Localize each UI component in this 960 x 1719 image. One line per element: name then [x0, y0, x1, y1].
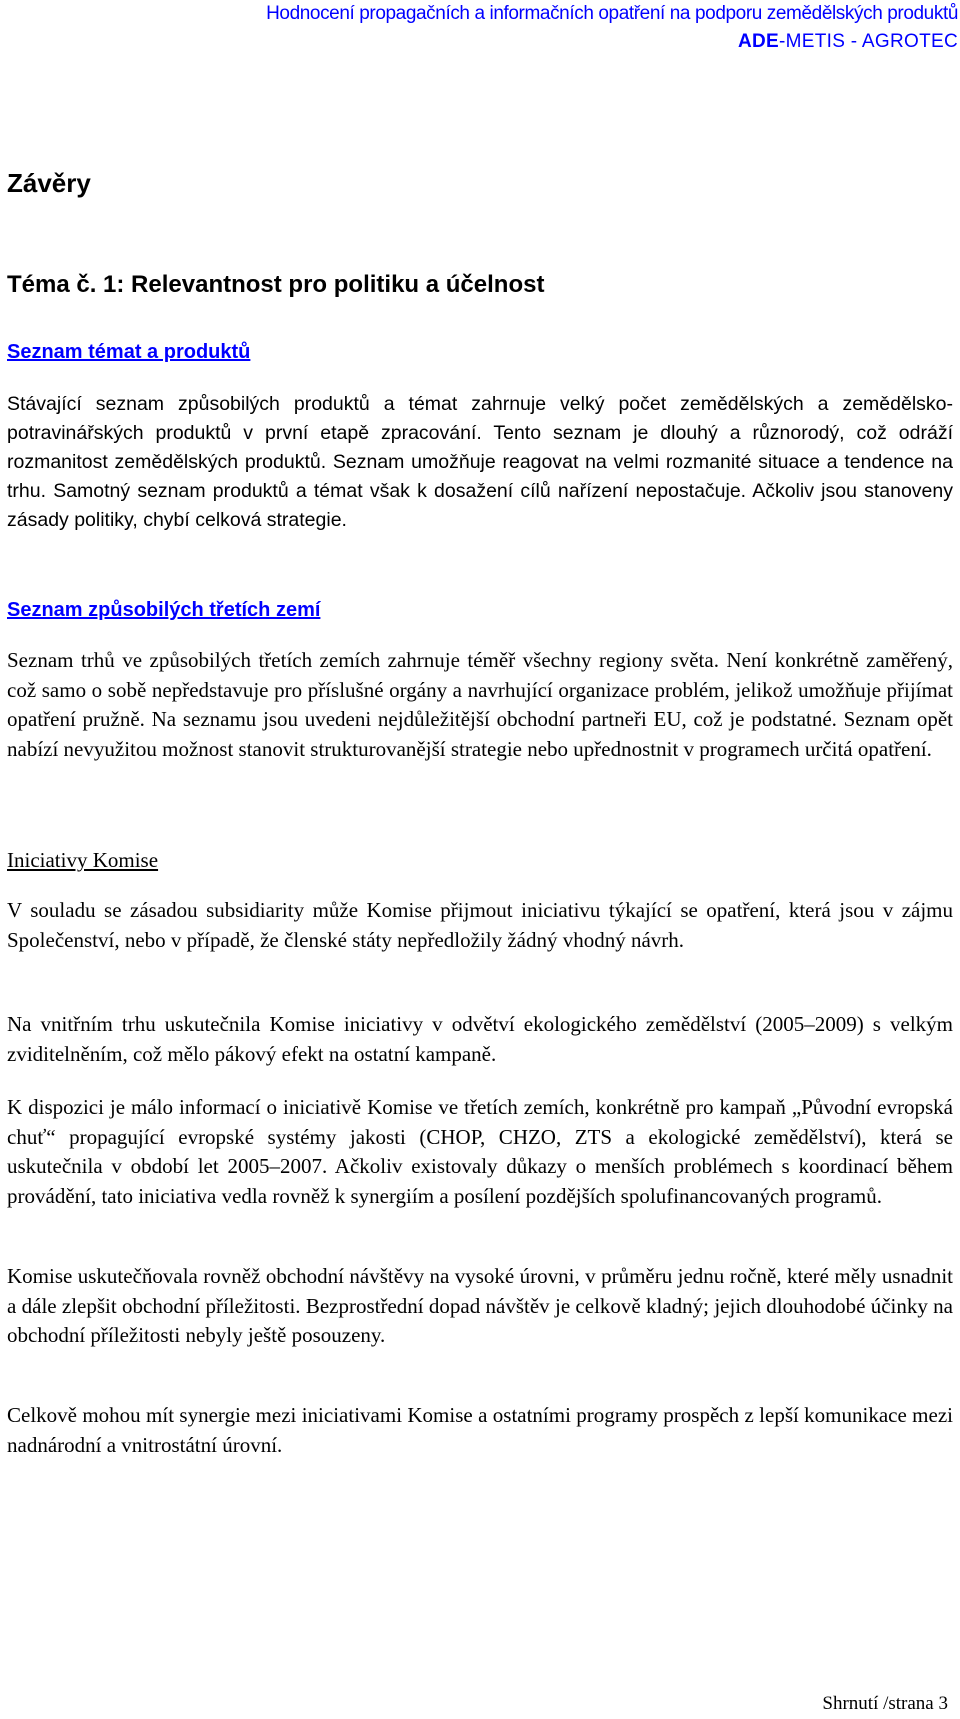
header-authors-rest: -METIS - AGROTEC	[779, 31, 958, 52]
running-header	[0, 0, 958, 56]
paragraph-initiatives-2: Na vnitřním trhu uskutečnila Komise iniciativy v odvětví ekologického zemědělství (2005–2009) s velkým zviditelněním, což mělo pákový efekt na ostatní kampaně.	[7, 1012, 953, 1066]
paragraph-initiatives-4: Komise uskutečňovala rovněž obchodní návštěvy na vysoké úrovni, v průměru jednu ročně, které měly usnadnit a dále zlepšit obchodní příležitosti. Bezprostřední dopad návštěv je celkově kladný; jejich dlouhodobé účinky na obchodní příležitosti nebyly ještě posouzeny.	[7, 1264, 953, 1347]
paragraph-initiatives-5: Celkově mohou mít synergie mezi iniciativami Komise a ostatními programy prospěch z lepší komunikace mezi nadnárodní a vnitrostátní úrovní.	[7, 1403, 953, 1457]
paragraph-initiatives-1: V souladu se zásadou subsidiarity může Komise přijmout iniciativu týkající se opatření, která jsou v zájmu Společenství, nebo v případě, že členské státy nepředložily žádný vhodný návrh.	[7, 898, 953, 952]
header-authors	[0, 28, 958, 56]
section-heading-initiatives: Iniciativy Komise	[7, 848, 159, 872]
header-report-title: Hodnocení propagačních a informačních opatření na podporu zemědělských produktů	[266, 3, 958, 24]
paragraph-initiatives-3: K dispozici je málo informací o iniciativě Komise ve třetích zemích, konkrétně pro kampaň „Původní evropská chuť“ propagující evropské systémy jakosti (CHOP, CHZO, ZTS a ekologické zemědělství), která se uskutečnila v období let 2005–2007. Ačkoliv existovaly důkazy o menších problémech s koordinací během provádění, tato iniciativa vedla rovněž k synergiím a posílení pozdějších spolufinancovaných programů.	[7, 1095, 953, 1208]
section-heading-products: Seznam témat a produktů	[7, 341, 251, 363]
paragraph-countries: Seznam trhů ve způsobilých třetích zemích zahrnuje téměř všechny regiony světa. Není konkrétně zaměřený, což samo o sobě nepředstavuje pro příslušné orgány a navrhující organizace problém, jelikož umožňuje přijímat opatření pružně. Na seznamu jsou uvedeni nejdůležitější obchodní partneři EU, což je podstatné. Seznam opět nabízí nevyužitou možnost stanovit strukturovanější strategie nebo upřednostnit v programech určitá opatření.	[7, 648, 953, 761]
header-ade: ADE	[738, 31, 780, 52]
section-heading-countries: Seznam způsobilých třetích zemí	[7, 599, 321, 621]
page-title: Závěry	[7, 168, 91, 198]
page-footer: Shrnutí /strana 3	[822, 1693, 948, 1714]
paragraph-products: Stávající seznam způsobilých produktů a témat zahrnuje velký počet zemědělských a zemědělsko-potravinářských produktů v první etapě zpracování. Tento seznam je dlouhý a různorodý, což odráží rozmanitost zemědělských produktů. Seznam umožňuje reagovat na velmi rozmanité situace a tendence na trhu. Samotný seznam produktů a témat však k dosažení cílů nařízení nepostačuje. Ačkoliv jsou stanoveny zásady politiky, chybí celková strategie.	[7, 393, 953, 531]
theme-heading: Téma č. 1: Relevantnost pro politiku a účelnost	[7, 271, 545, 298]
